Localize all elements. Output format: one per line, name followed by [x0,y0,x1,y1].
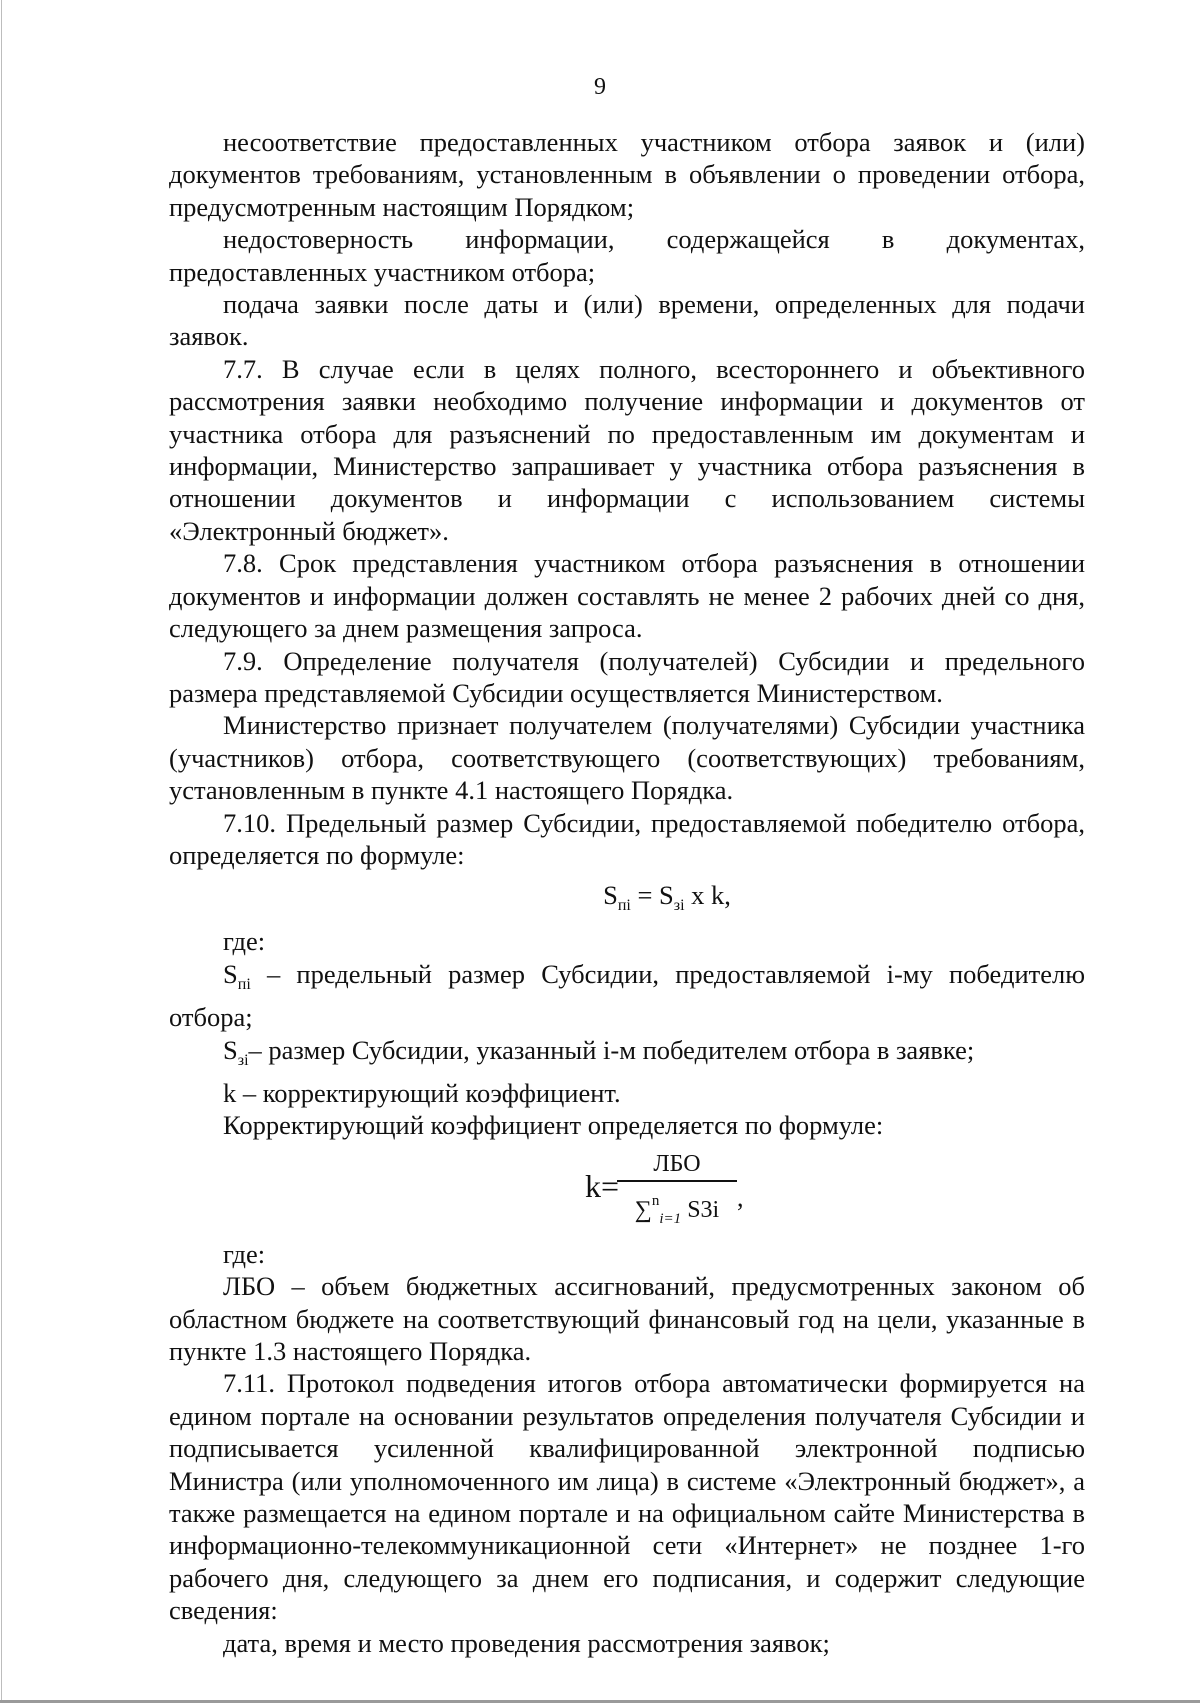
fraction [617,1150,737,1236]
paragraph-7-10: 7.10. Предельный размер Субсидии, предоставляемой победителю отбора, определяется по формуле: [169,807,1085,870]
definition-szi [169,1034,1085,1077]
formula-rhs-tail: x k, [684,880,731,911]
formula-k-equals: k= [585,1167,620,1204]
paragraph-7-9: 7.9. Определение получателя (получателей) Субсидии и предельного размера представляемой Субсидии осуществляется Министерством. [169,645,1085,708]
page-number: 9 [594,74,606,100]
formula-rhs-sub: зi [673,897,685,915]
sum-term: S3i [681,1196,720,1223]
scan-left-edge [1,0,2,1703]
sni-sub: пi [237,975,251,993]
formula-equals: = [630,880,660,911]
paragraph-7-8: 7.8. Срок представления участником отбора разъяснения в отношении документов и информации должен составлять не менее 2 рабочих дней со дня, следующего за днем размещения запроса. [169,548,1085,644]
sni-definition-text: – предельный размер Субсидии, предоставляемой i-му победителю отбора; [169,958,1085,1033]
szi-definition-text: – размер Субсидии, указанный i-м победителем отбора в заявке; [248,1034,975,1065]
formula-subsidy-limit [169,871,1085,925]
formula-correction-coefficient [169,1146,1085,1232]
paragraph: недостоверность информации, содержащейся в документах, предоставленных участником отбора; [169,224,1085,287]
fraction-denominator [617,1182,737,1236]
szi-sub: зi [237,1051,249,1069]
paragraph-7-11: 7.11. Протокол подведения итогов отбора автоматически формируется на едином портале на основании результатов определения получателя Субсидии и подписывается усиленной квалифицированной электронной подписью Министра (или уполномоченного им лица) в системе «Электронный бюджет», а также размещается на едином портале и на официальном сайте Министерства в информационно-телекоммуникационной сети «Интернет» не позднее 1-го рабочего дня, следующего за днем его подписания, и содержит следующие сведения: [169,1368,1085,1626]
definition-sni [169,958,1085,1034]
paragraph: Министерство признает получателем (получателями) Субсидии участника (участников) отбора, соответствующего (соответствующих) требованиям, установленным в пункте 4.1 настоящего Порядка. [169,710,1085,806]
definition-lbo: ЛБО – объем бюджетных ассигнований, предусмотренных законом об областном бюджете на соответствующий финансовый год на цели, указанные в пункте 1.3 настоящего Порядка. [169,1271,1085,1366]
document-body [169,126,1085,1659]
where-label: где: [223,1238,266,1269]
sni-base: S [223,958,238,989]
formula-lhs-sub: пi [617,897,631,915]
paragraph: дата, время и место проведения рассмотрения заявок; [223,1627,830,1658]
sum-sign: ∑ [634,1196,652,1223]
coefficient-intro: Корректирующий коэффициент определяется по формуле: [223,1110,884,1141]
sum-lower-limit: i=1 [659,1210,682,1227]
formula-lhs-base: S [603,880,618,911]
szi-base: S [223,1034,238,1065]
paragraph-7-7: 7.7. В случае если в целях полного, всестороннего и объективного рассмотрения заявки необходимо получение информации и документов от участника отбора для разъяснений по предоставленным им документам и информации, Министерство запрашивает у участника отбора разъяснения в отношении документов и информации с использованием системы «Электронный бюджет». [169,353,1085,546]
fraction-numerator: ЛБО [617,1150,737,1182]
definition-k: k – корректирующий коэффициент. [223,1077,621,1108]
formula-comma: , [737,1182,744,1212]
sum-upper-limit: n [651,1192,660,1209]
paragraph: несоответствие предоставленных участником отбора заявок и (или) документов требованиям, установленным в объявлении о проведении отбора, предусмотренным настоящим Порядком; [169,127,1085,222]
paragraph: подача заявки после даты и (или) времени, определенных для подачи заявок. [169,289,1085,352]
formula-rhs-base: S [659,880,674,911]
where-label: где: [223,926,266,957]
